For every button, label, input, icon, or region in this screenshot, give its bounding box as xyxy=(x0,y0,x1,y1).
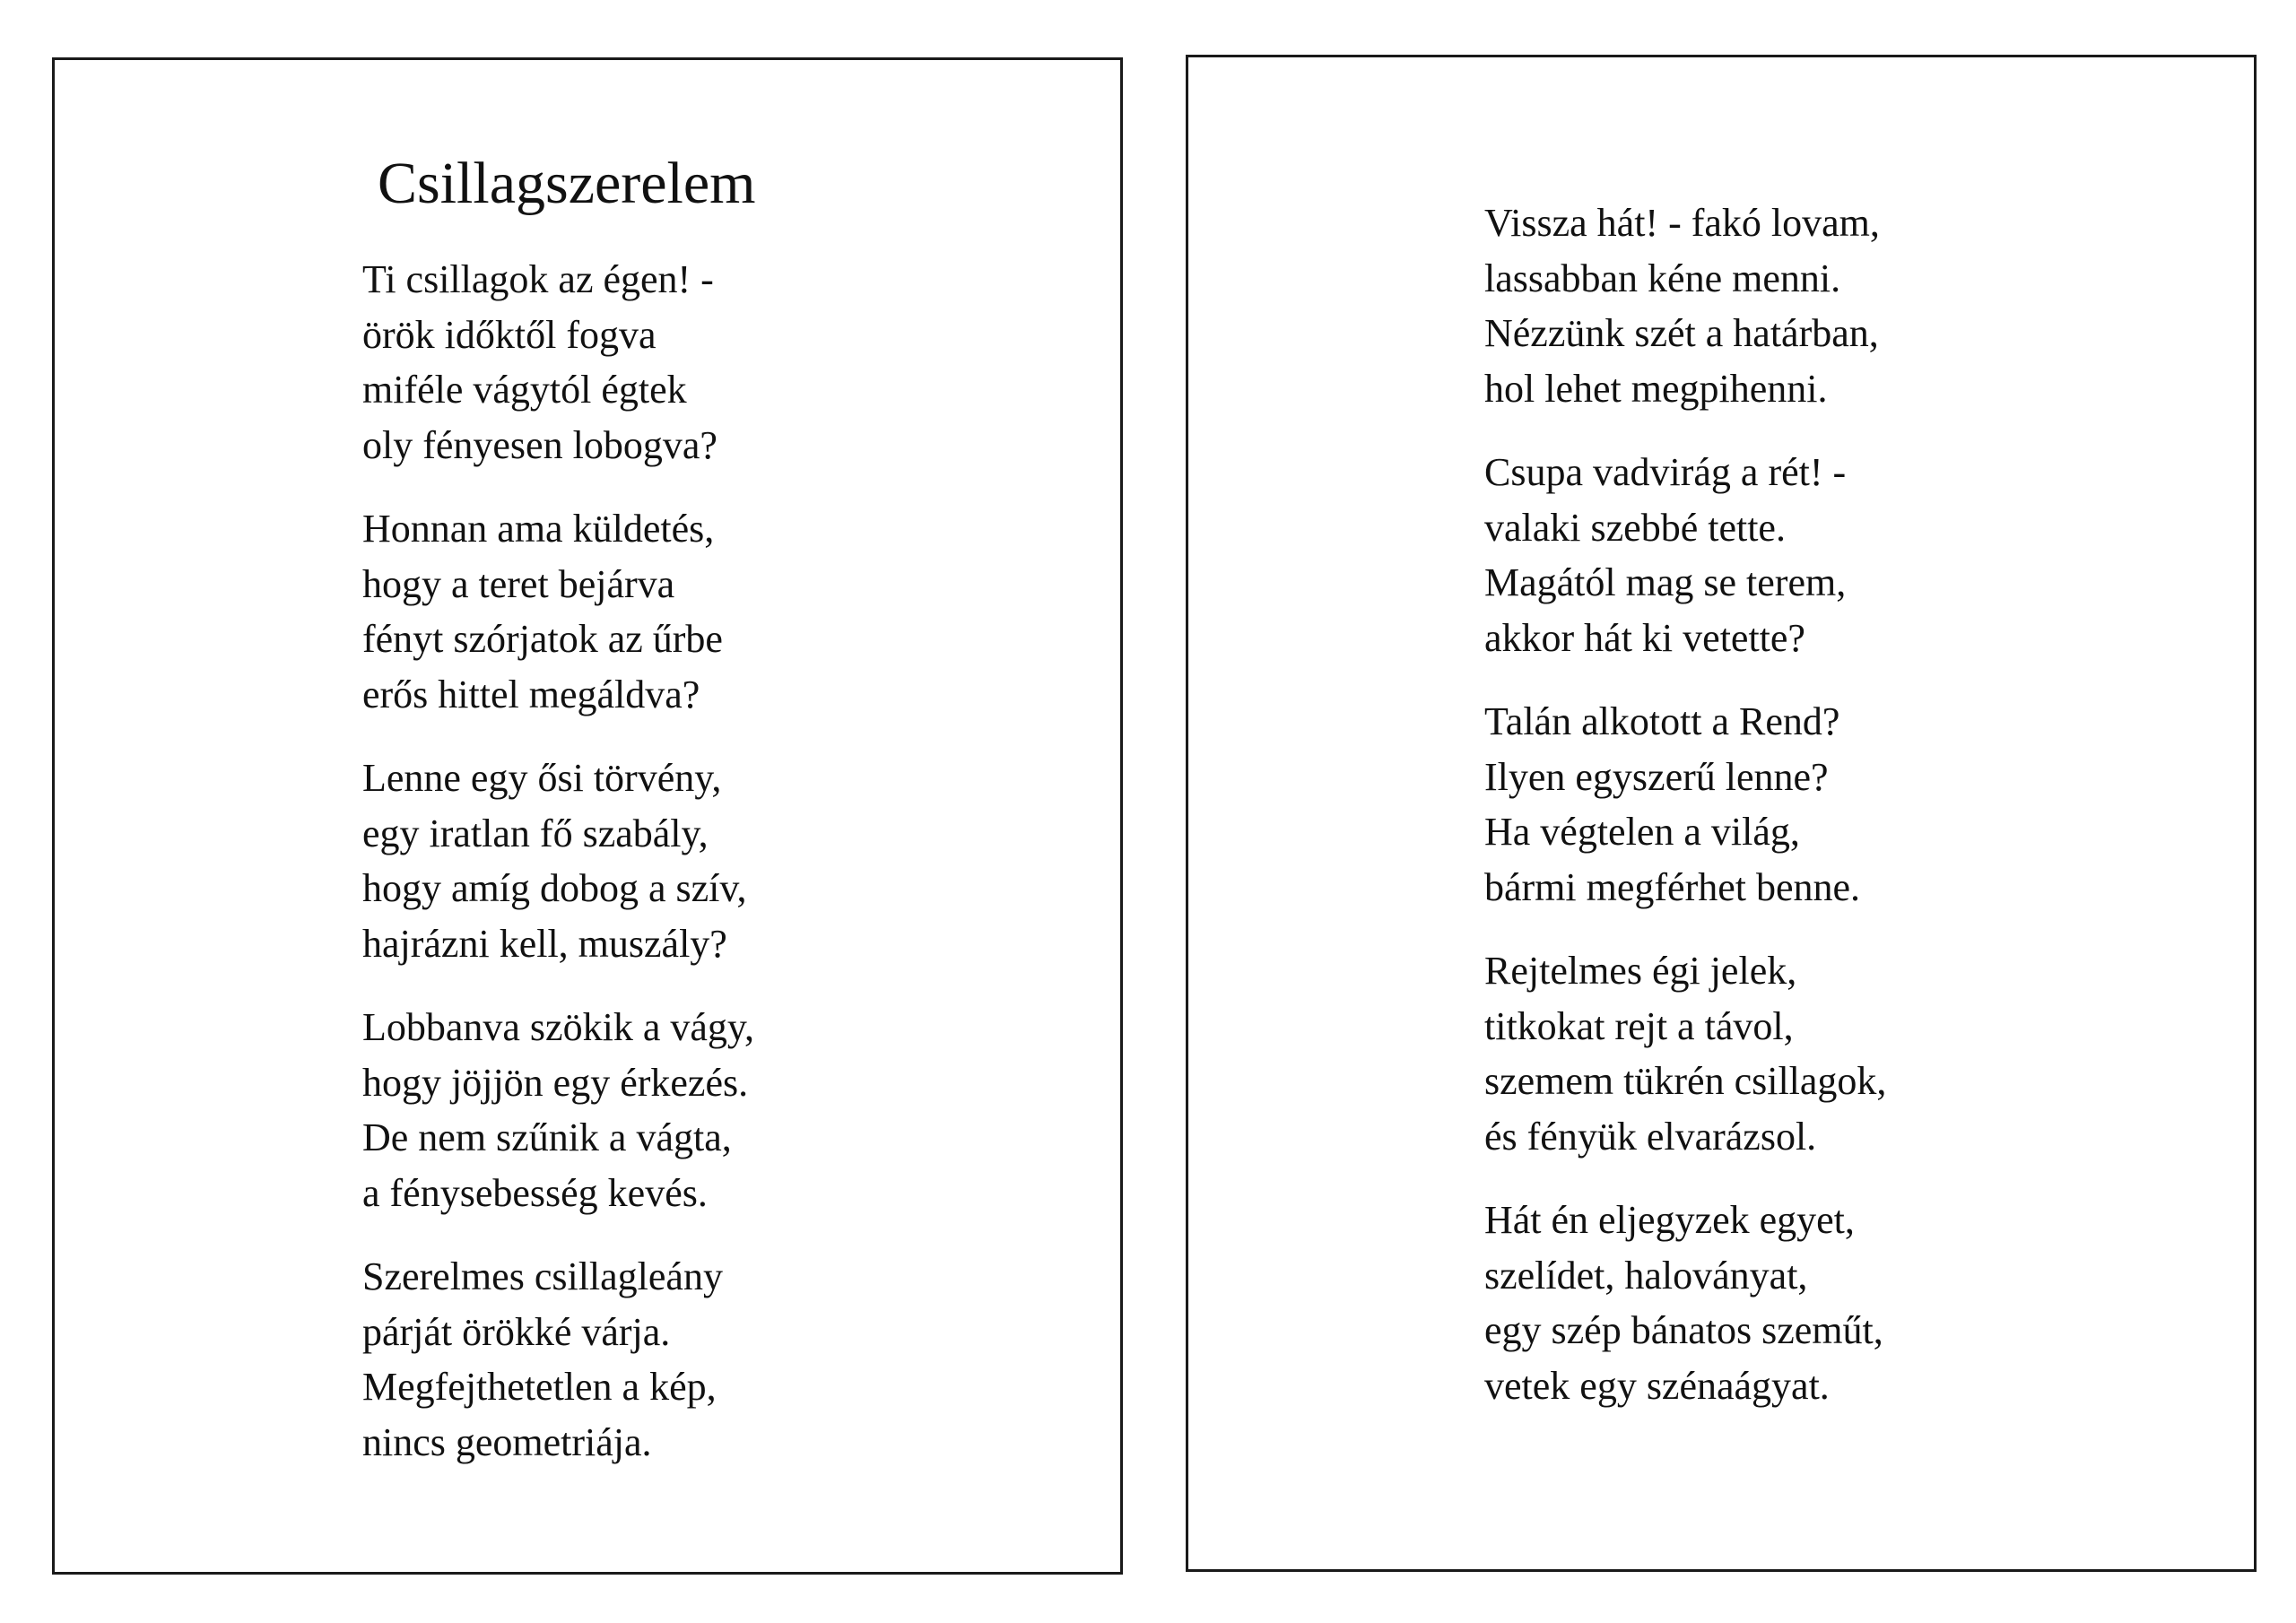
stanza-2 xyxy=(362,501,754,722)
poem-line: hogy a teret bejárva xyxy=(362,561,675,606)
stanza-3 xyxy=(362,751,754,971)
stanza-7 xyxy=(1484,445,1886,665)
poem-line: Ha végtelen a világ, xyxy=(1484,810,1800,854)
poem-line: lassabban kéne menni. xyxy=(1484,256,1841,300)
poem-line: egy szép bánatos szeműt, xyxy=(1484,1308,1883,1352)
poem-line: bármi megférhet benne. xyxy=(1484,864,1861,909)
stanza-6 xyxy=(1484,195,1886,416)
poem-line: párját örökké várja. xyxy=(362,1309,671,1354)
poem-line: Hát én eljegyzek egyet, xyxy=(1484,1198,1855,1242)
poem-line: Megfejthetetlen a kép, xyxy=(362,1365,717,1409)
poem-line: fényt szórjatok az űrbe xyxy=(362,617,723,661)
poem-line: Csupa vadvirág a rét! - xyxy=(1484,450,1847,494)
poem-line: hajrázni kell, muszály? xyxy=(362,921,727,966)
poem-line: titkokat rejt a távol, xyxy=(1484,1003,1794,1048)
poem-line: akkor hát ki vetette? xyxy=(1484,615,1805,660)
left-page xyxy=(52,57,1123,1575)
poem-line: örök időktől fogva xyxy=(362,312,657,357)
poem-line: a fénysebesség kevés. xyxy=(362,1170,708,1215)
poem-line: Szerelmes csillagleány xyxy=(362,1254,723,1298)
poem-line: Ti csillagok az égen! - xyxy=(362,257,714,301)
poem-title: Csillagszerelem xyxy=(378,151,756,216)
poem-line: hogy jöjjön egy érkezés. xyxy=(362,1060,749,1105)
poem-line: Rejtelmes égi jelek, xyxy=(1484,949,1797,993)
poem-line: valaki szebbé tette. xyxy=(1484,505,1786,550)
left-stanzas xyxy=(362,252,754,1498)
poem-line: De nem szűnik a vágta, xyxy=(362,1115,732,1159)
poem-line: hol lehet megpihenni. xyxy=(1484,366,1828,411)
poem-line: Lenne egy ősi törvény, xyxy=(362,756,722,800)
poem-line: egy iratlan fő szabály, xyxy=(362,811,709,855)
stanza-4 xyxy=(362,1000,754,1220)
poem-line: nincs geometriája. xyxy=(362,1419,652,1464)
poem-line: Vissza hát! - fakó lovam, xyxy=(1484,201,1880,245)
poem-line: miféle vágytól égtek xyxy=(362,368,687,412)
poem-line: és fényük elvarázsol. xyxy=(1484,1114,1817,1159)
poem-line: Honnan ama küldetés, xyxy=(362,507,715,551)
stanza-1 xyxy=(362,252,754,473)
poem-line: Lobbanva szökik a vágy, xyxy=(362,1005,755,1049)
poem-line: Ilyen egyszerű lenne? xyxy=(1484,754,1829,799)
poem-line: szemem tükrén csillagok, xyxy=(1484,1059,1887,1103)
stanza-9 xyxy=(1484,943,1886,1164)
poem-line: Talán alkotott a Rend? xyxy=(1484,699,1840,743)
poem-line: oly fényesen lobogva? xyxy=(362,422,718,467)
stanza-8 xyxy=(1484,694,1886,915)
poem-line: vetek egy szénaágyat. xyxy=(1484,1363,1830,1408)
poem-line: szelídet, haloványat, xyxy=(1484,1253,1808,1298)
right-page xyxy=(1186,55,2257,1572)
right-stanzas xyxy=(1484,195,1886,1442)
stanza-5 xyxy=(362,1249,754,1470)
poem-line: erős hittel megáldva? xyxy=(362,672,700,716)
poem-line: hogy amíg dobog a szív, xyxy=(362,866,747,910)
poem-line: Nézzünk szét a határban, xyxy=(1484,311,1879,355)
stanza-10 xyxy=(1484,1193,1886,1413)
poem-line: Magától mag se terem, xyxy=(1484,560,1847,604)
